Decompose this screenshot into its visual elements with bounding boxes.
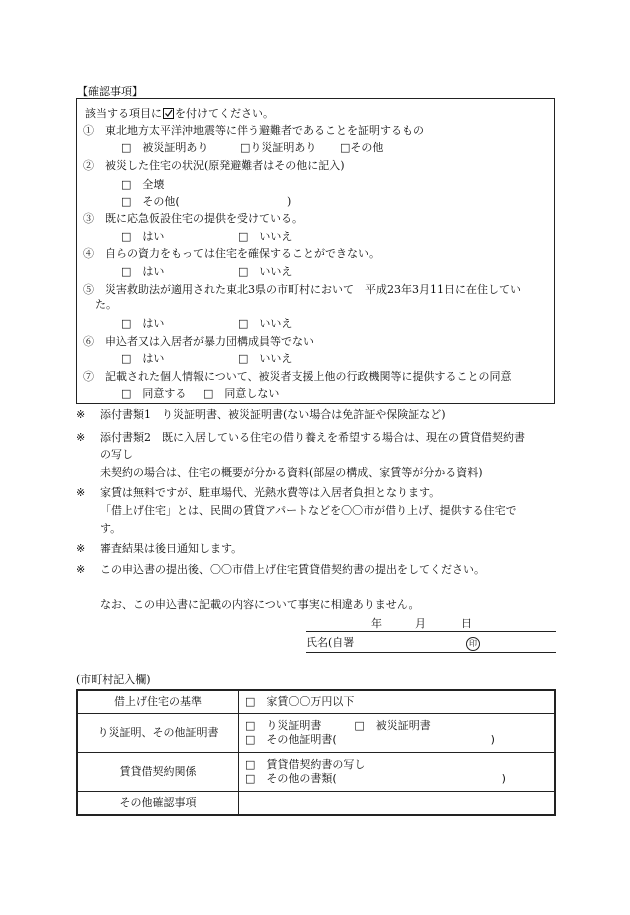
note-rent-cont: 「借上げ住宅」とは、民間の賃貸アパートなどを〇〇市が借り上げ、提供する住宅で (100, 504, 517, 517)
municipality-table (76, 689, 556, 816)
option-disaster-certificate[interactable]: □ 被災証明あり (121, 141, 209, 154)
note-attachment-2-cont: の写し (100, 448, 133, 461)
note-mark: ※ (76, 563, 86, 576)
date-month: 月 (415, 617, 426, 630)
note-mark: ※ (76, 431, 86, 444)
row-label-lease: 賃貸借契約関係 (77, 753, 239, 792)
option-item3-yes[interactable]: □ はい (121, 230, 165, 243)
option-consent-disagree[interactable]: □ 同意しない (203, 387, 280, 400)
row-label-other-checks: その他確認事項 (77, 792, 239, 816)
table-row (77, 690, 555, 714)
option-certificates-line1[interactable]: □ り災証明書 □ 被災証明書 (245, 719, 431, 732)
confirmation-box (76, 98, 555, 404)
option-total-destruction[interactable]: □ 全壊 (121, 178, 165, 191)
note-attachment-2-cont2: 未契約の場合は、住宅の概要が分かる資料(部屋の構成、家賃等が分かる資料) (100, 466, 483, 479)
item-5-continued: た。 (95, 298, 117, 311)
note-attachment-2: 添付書類2 既に入居している住宅の借り養えを希望する場合は、現在の賃貸借契約書 (100, 431, 525, 444)
declaration-text: なお、この申込書に記載の内容について事実に相違ありません。 (100, 598, 420, 611)
option-other-certificate[interactable]: □その他 (340, 141, 384, 154)
option-item6-yes[interactable]: □ はい (121, 352, 165, 365)
date-underline (306, 631, 556, 632)
date-year: 年 (371, 617, 382, 630)
option-lease-copy[interactable]: □ 賃貸借契約書の写し (245, 758, 366, 771)
option-consent-agree[interactable]: □ 同意する (121, 387, 187, 400)
instruction-text: 該当する項目に を付けてください。 (85, 107, 274, 120)
note-mark: ※ (76, 486, 86, 499)
option-item5-no[interactable]: □ いいえ (238, 317, 293, 330)
option-rent-limit[interactable]: □ 家賃〇〇万円以下 (245, 695, 355, 708)
note-submission: この申込書の提出後、〇〇市借上げ住宅賃貸借契約書の提出をしてください。 (100, 563, 485, 576)
item-1: ① 東北地方太平洋沖地震等に伴う避難者であることを証明するもの (83, 124, 424, 137)
row-content-lease (239, 753, 556, 792)
item-7: ⑦ 記載された個人情報について、被災者支援上他の行政機関等に提供することの同意 (83, 370, 512, 383)
note-rent: 家賃は無料ですが、駐車場代、光熱水費等は入居者負担となります。 (100, 486, 441, 499)
item-5: ⑤ 災害救助法が適用された東北3県の市町村において 平成23年3月11日に在住してい (83, 283, 521, 296)
item-3: ③ 既に応急仮設住宅の提供を受けている。 (83, 212, 303, 225)
table-row (77, 714, 555, 753)
option-damage-certificate[interactable]: □り災証明あり (240, 141, 317, 154)
house-other-close-paren: ) (287, 195, 292, 208)
item-4: ④ 自らの資力をもっては住宅を確保することができない。 (83, 247, 380, 260)
section-title: 【確認事項】 (77, 85, 143, 98)
signature-label: 氏名(自署 (306, 636, 355, 649)
checkmark-icon (163, 108, 174, 119)
row-content-other-checks[interactable] (239, 792, 556, 816)
note-mark: ※ (76, 408, 86, 421)
date-day: 日 (461, 617, 472, 630)
option-item6-no[interactable]: □ いいえ (238, 352, 293, 365)
option-certificates-other[interactable]: □ その他証明書( ) (245, 733, 495, 746)
seal-icon: 印 (466, 636, 480, 651)
option-item5-yes[interactable]: □ はい (121, 317, 165, 330)
signature-line[interactable] (306, 652, 556, 653)
row-content-certificates (239, 714, 556, 753)
option-item3-no[interactable]: □ いいえ (238, 230, 293, 243)
item-6: ⑥ 申込者又は入居者が暴力団構成員等でない (83, 335, 314, 348)
item-2: ② 被災した住宅の状況(原発避難者はその他に記入) (83, 159, 345, 172)
row-label-certificates: り災証明、その他証明書 (77, 714, 239, 753)
note-rent-cont2: す。 (100, 522, 122, 535)
option-item4-yes[interactable]: □ はい (121, 265, 165, 278)
option-item4-no[interactable]: □ いいえ (238, 265, 293, 278)
row-content-housing-standard (239, 690, 556, 714)
option-house-other[interactable]: □ その他( (121, 195, 180, 208)
note-attachment-1: 添付書類1 り災証明書、被災証明書(ない場合は免許証や保険証など) (100, 408, 446, 421)
note-review: 審査結果は後日通知します。 (100, 542, 243, 555)
row-label-housing-standard: 借上げ住宅の基準 (77, 690, 239, 714)
note-mark: ※ (76, 542, 86, 555)
table-row (77, 792, 555, 816)
table-row (77, 753, 555, 792)
option-lease-other[interactable]: □ その他の書類( ) (245, 772, 506, 785)
municipality-section-title: (市町村記入欄) (76, 673, 151, 686)
